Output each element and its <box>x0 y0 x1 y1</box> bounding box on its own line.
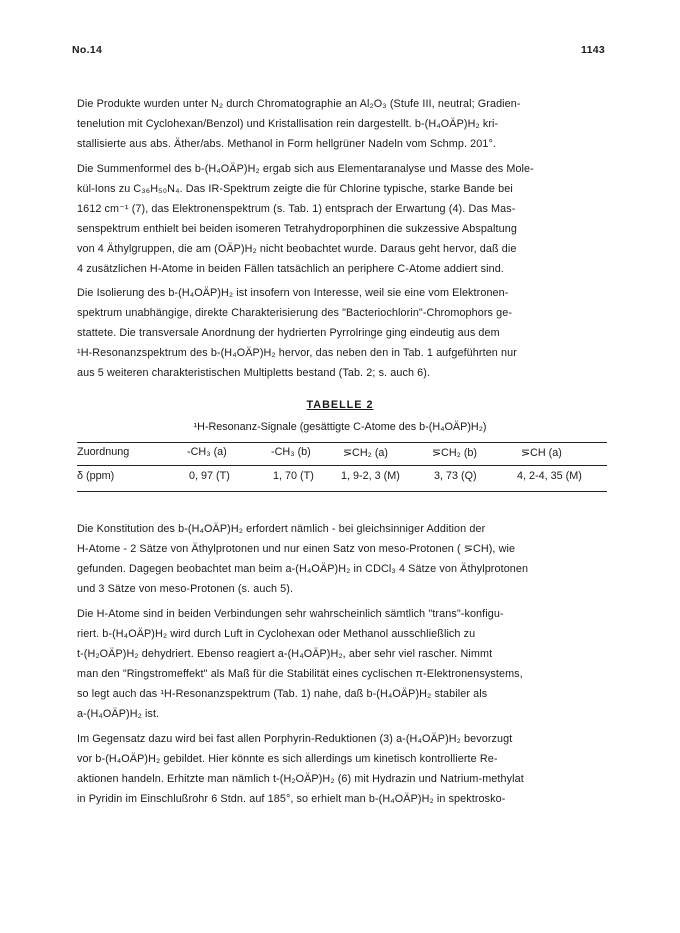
paragraph-trans-configuration <box>77 604 607 724</box>
paragraph-isolation <box>77 283 607 383</box>
table-row <box>77 470 607 486</box>
table-title: TABELLE 2 <box>306 399 374 411</box>
text-line: riert. b-(H₄OÄP)H₂ wird durch Luft in Cyclohexan oder Methanol ausschließlich zu <box>77 628 476 640</box>
table-cell: 4, 2-4, 35 (M) <box>517 470 582 482</box>
text-line: t-(H₂OÄP)H₂ dehydriert. Ebenso reagiert a-(H₄OÄP)H₂, aber sehr viel rascher. Nimmt <box>77 648 493 660</box>
text-line: H-Atome - 2 Sätze von Äthylprotonen und nur einen Satz von meso-Protonen ( ⋝CH), wie <box>77 543 516 555</box>
table-cell: 3, 73 (Q) <box>434 470 477 482</box>
text-line: ¹H-Resonanzspektrum des b-(H₄OÄP)H₂ hervor, das neben den in Tab. 1 aufgeführten nur <box>77 347 517 359</box>
text-line: Im Gegensatz dazu wird bei fast allen Porphyrin-Reduktionen (3) a-(H₄OÄP)H₂ bevorzugt <box>77 733 513 745</box>
text-line: a-(H₄OÄP)H₂ ist. <box>77 708 160 720</box>
table-subtitle: ¹H-Resonanz-Signale (gesättigte C-Atome des b-(H₄OÄP)H₂) <box>193 421 487 433</box>
text-line: Die Konstitution des b-(H₄OÄP)H₂ erfordert nämlich - bei gleichsinniger Addition der <box>77 523 486 535</box>
text-line: stallisierte aus abs. Äther/abs. Methanol in Form hellgrüner Nadeln vom Schmp. 201°. <box>77 138 496 150</box>
text-line: Die H-Atome sind in beiden Verbindungen sehr wahrscheinlich sämtlich "trans"-konfigu- <box>77 608 504 620</box>
text-line: Die Isolierung des b-(H₄OÄP)H₂ ist insofern von Interesse, weil sie eine vom Elektronen- <box>77 287 509 299</box>
text-line: aus 5 weiteren charakteristischen Multipletts bestand (Tab. 2; s. auch 6). <box>77 367 431 379</box>
text-line: Die Produkte wurden unter N₂ durch Chromatographie an Al₂O₃ (Stufe III, neutral; Gradien- <box>77 98 521 110</box>
table-header-cell: -CH₃ (b) <box>271 446 311 458</box>
journal-number: No.14 <box>72 44 103 56</box>
table-header-cell: ⋝CH₂ (b) <box>432 447 478 459</box>
text-line: so legt auch das ¹H-Resonanzspektrum (Tab. 1) nahe, daß b-(H₄OÄP)H₂ stabiler als <box>77 688 488 700</box>
table-bottom-rule <box>77 491 607 492</box>
text-line: vor b-(H₄OÄP)H₂ gebildet. Hier könnte es sich allerdings um kinetisch kontrollierte Re- <box>77 753 498 765</box>
text-line: 1612 cm⁻¹ (7), das Elektronenspektrum (s. Tab. 1) entsprach der Erwartung (4). Das Mas- <box>77 203 516 215</box>
table-cell: 1, 70 (T) <box>273 470 314 482</box>
table-header-cell: Zuordnung <box>77 446 130 458</box>
text-line: stattete. Die transversale Anordnung der hydrierten Pyrrolringe ging eindeutig aus dem <box>77 327 500 339</box>
text-line: gefunden. Dagegen beobachtet man beim a-(H₄OÄP)H₂ in CDCl₃ 4 Sätze von Äthylprotonen <box>77 563 529 575</box>
table-top-rule <box>77 442 607 443</box>
text-line: senspektrum enthielt bei beiden isomeren Tetrahydroporphinen die sukzessive Abspaltung <box>77 223 517 235</box>
text-line: 4 zusätzlichen H-Atome in beiden Fällen tatsächlich an periphere C-Atome addiert sind. <box>77 263 504 275</box>
table-header-rule <box>77 465 607 466</box>
page-number: 1143 <box>581 44 605 56</box>
table-cell: 0, 97 (T) <box>189 470 230 482</box>
text-line: und 3 Sätze von meso-Protonen (s. auch 5). <box>77 583 294 595</box>
paragraph-constitution <box>77 519 607 599</box>
paragraph-sum-formula <box>77 159 607 279</box>
text-line: von 4 Äthylgruppen, die am (OÄP)H₂ nicht beobachtet wurde. Daraus geht hervor, daß die <box>77 243 517 255</box>
text-line: tenelution mit Cyclohexan/Benzol) und Kristallisation rein dargestellt. b-(H₄OÄP)H₂ kri- <box>77 118 499 130</box>
table-header-row <box>77 446 607 462</box>
text-line: in Pyridin im Einschlußrohr 6 Stdn. auf 185°, so erhielt man b-(H₄OÄP)H₂ in spektrosko- <box>77 793 506 805</box>
table-cell: 1, 9-2, 3 (M) <box>341 470 400 482</box>
text-line: Die Summenformel des b-(H₄OÄP)H₂ ergab sich aus Elementaranalyse und Masse des Mole- <box>77 163 534 175</box>
paragraph-products <box>77 94 607 154</box>
text-line: aktionen handeln. Erhitzte man nämlich t-(H₂OÄP)H₂ (6) mit Hydrazin und Natrium-methylat <box>77 773 524 785</box>
table-header-cell: ⋝CH₂ (a) <box>343 447 389 459</box>
text-line: spektrum unabhängige, direkte Charakterisierung des "Bacteriochlorin"-Chromophors ge- <box>77 307 513 319</box>
text-line: kül-Ions zu C₃₆H₅₀N₄. Das IR-Spektrum zeigte die für Chlorine typische, starke Bande bei <box>77 183 513 195</box>
table-header-cell: -CH₃ (a) <box>187 446 227 458</box>
table-header-cell: ⋝CH (a) <box>521 447 562 459</box>
table-cell: δ (ppm) <box>77 470 115 482</box>
text-line: man den "Ringstromeffekt" als Maß für die Stabilität eines cyclischen π-Elektronensystems, <box>77 668 523 680</box>
paragraph-reductions <box>77 729 607 809</box>
